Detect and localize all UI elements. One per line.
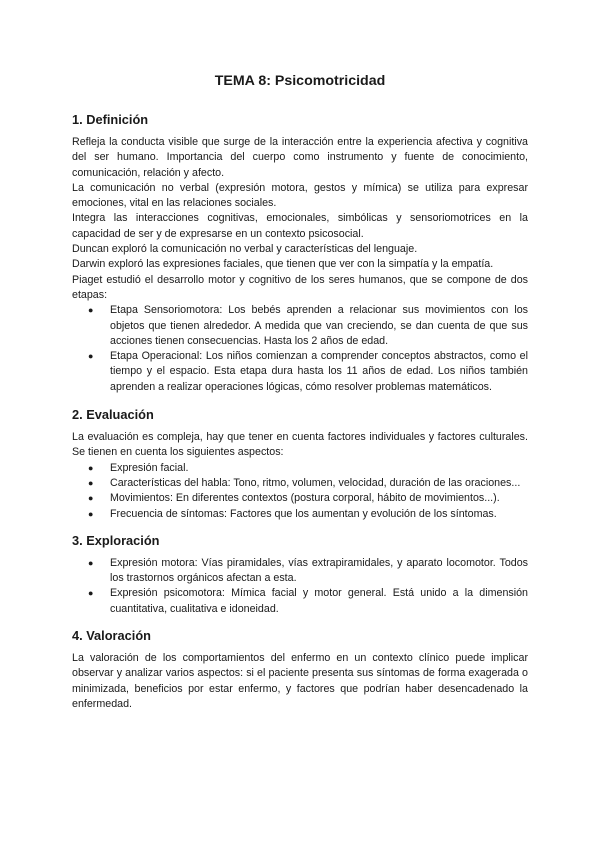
list-item bbox=[72, 491, 528, 506]
list-item-text: Expresión facial. bbox=[110, 461, 189, 474]
bullet-icon: ● bbox=[88, 351, 94, 362]
list-item-text: Etapa Sensoriomotora: Los bebés aprenden a relacionar sus movimientos con los objetos que tienen alrededor. A medida que van creciendo, se dan cuenta de que sus acciones tienen consecuencias. Hasta los 2 años de edad. bbox=[110, 304, 528, 347]
bullet-icon: ● bbox=[88, 588, 94, 599]
list-item-text: Frecuencia de síntomas: Factores que los aumentan y evolución de los síntomas. bbox=[110, 507, 497, 520]
bullet-icon: ● bbox=[88, 508, 94, 519]
section-valoracion bbox=[72, 628, 528, 712]
section-heading: 3. Exploración bbox=[72, 532, 160, 548]
list-item-text: Movimientos: En diferentes contextos (postura corporal, hábito de movimientos...). bbox=[110, 492, 500, 505]
list-item bbox=[72, 349, 528, 395]
list-item bbox=[72, 476, 528, 491]
list-item bbox=[72, 461, 528, 476]
paragraph: Integra las interacciones cognitivas, emocionales, simbólicas y sensoriomotrices en la capacidad de ser y de expresarse en un contexto psicosocial. bbox=[72, 212, 528, 240]
paragraph: Darwin exploró las expresiones faciales, que tienen que ver con la simpatía y la empatía. bbox=[72, 258, 494, 271]
bullet-list bbox=[72, 303, 528, 395]
paragraph: Refleja la conducta visible que surge de la interacción entre la experiencia afectiva y cognitiva del ser humano. Importancia del cuerpo como instrumento y fuente de conocimiento, comunicación, relación y afecto. bbox=[72, 136, 528, 179]
paragraph: La valoración de los comportamientos del enfermo en un contexto clínico puede implicar observar y analizar varios aspectos: si el paciente presenta sus síntomas de forma exagerada o minimizada, beneficios por estar enfermo, y factores que podrían haber desencadenado la enfermedad. bbox=[72, 652, 528, 710]
bullet-icon: ● bbox=[88, 493, 94, 504]
paragraph: Piaget estudió el desarrollo motor y cognitivo de los seres humanos, que se compone de dos etapas: bbox=[72, 273, 528, 301]
section-evaluacion bbox=[72, 407, 528, 522]
bullet-list bbox=[72, 556, 528, 617]
section-heading: 1. Definición bbox=[72, 112, 149, 127]
paragraph: La evaluación es compleja, hay que tener en cuenta factores individuales y factores culturales. Se tienen en cuenta los siguientes aspectos: bbox=[72, 431, 528, 459]
list-item bbox=[72, 507, 528, 522]
section-heading: 4. Valoración bbox=[72, 628, 151, 644]
list-item-text: Características del habla: Tono, ritmo, volumen, velocidad, duración de las oraciones... bbox=[110, 476, 521, 489]
paragraph: Duncan exploró la comunicación no verbal y características del lenguaje. bbox=[72, 243, 418, 256]
bullet-list bbox=[72, 461, 528, 522]
section-definicion bbox=[72, 112, 528, 395]
document-title: TEMA 8: Psicomotricidad bbox=[214, 73, 386, 89]
list-item-text: Expresión psicomotora: Mímica facial y motor general. Está unido a la dimensión cuantitativa, cualitativa e idoneidad. bbox=[110, 587, 528, 615]
bullet-icon: ● bbox=[88, 462, 94, 473]
list-item bbox=[72, 303, 528, 349]
list-item-text: Etapa Operacional: Los niños comienzan a comprender conceptos abstractos, como el tiempo y el espacio. Esta etapa dura hasta los 11 años de edad. Los niños también aprenden a realizar operaciones lógicas, cómo resolver problemas matemáticos. bbox=[110, 350, 528, 393]
bullet-icon: ● bbox=[88, 557, 94, 568]
section-exploracion bbox=[72, 533, 528, 617]
section-heading: 2. Evaluación bbox=[72, 407, 154, 423]
paragraph: La comunicación no verbal (expresión motora, gestos y mímica) se utiliza para expresar emociones, vital en las relaciones sociales. bbox=[72, 181, 528, 210]
list-item bbox=[72, 556, 528, 587]
bullet-icon: ● bbox=[88, 477, 94, 488]
list-item-text: Expresión motora: Vías piramidales, vías extrapiramidales, y aparato locomotor. Todos los trastornos orgánicos afectan a esta. bbox=[110, 556, 528, 585]
list-item bbox=[72, 586, 528, 617]
bullet-icon: ● bbox=[88, 305, 94, 316]
